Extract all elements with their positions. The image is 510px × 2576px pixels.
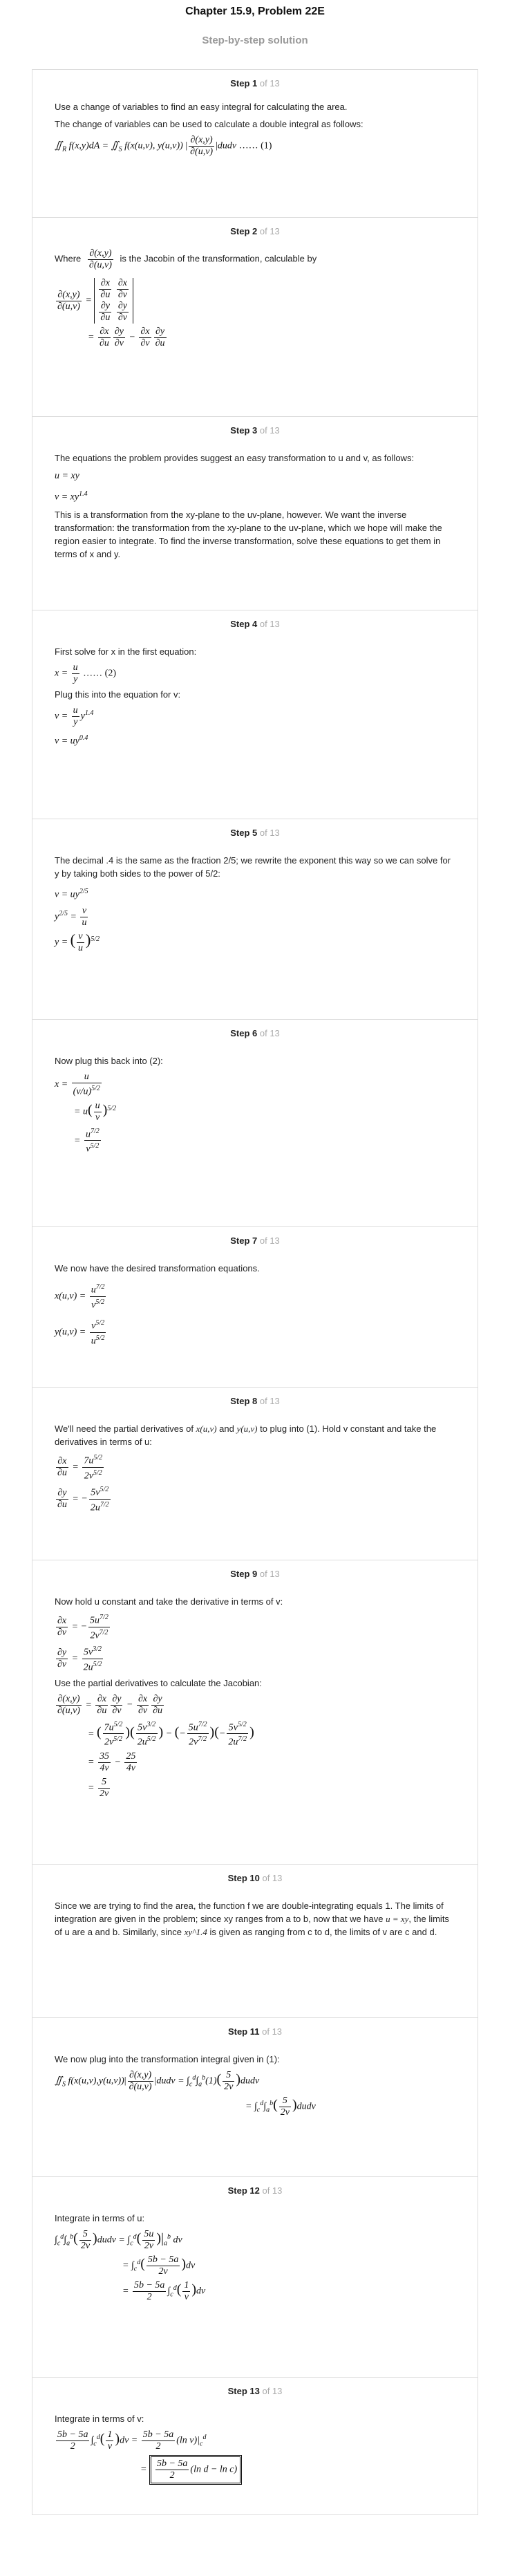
equation: x(u,v) = $\frac{u^{7/2}}{v^{5/2}}$ [55, 1283, 105, 1311]
equation: = $\frac{5b - 5a}{2}$ $\int_c^d$( $\frac{1}{v}$ )dv [122, 2280, 206, 2302]
step-13 [32, 2377, 478, 2515]
equation: $v = xy^{1.4}$ [55, 490, 88, 503]
equation: v = $\frac{u}{y}$ $y^{1.4}$ [55, 705, 94, 727]
step-header: Step 6 of 13 [230, 1028, 280, 1038]
step-text: Plug this into the equation for v: [55, 689, 181, 700]
equation: $∬_R$ $f(x,y)dA = ∬_S$ f(x(u,v), y(u,v)) | $\frac{\partial(x,y)}{\partial(u,v)}$ |dudv …… (1) [55, 135, 272, 157]
equation: $\frac{\partial x}{\partial u}$ = $\frac{7u^{5/2}}{2v^{5/2}}$ [57, 1454, 103, 1482]
step-header: Step 12 of 13 [227, 2185, 283, 2196]
equation: $\frac{\partial y}{\partial u}$ = − $\frac{5v^{5/2}}{2u^{7/2}}$ [57, 1486, 109, 1513]
equation: $y^{2/5}$ = $\frac{v}{u}$ [55, 905, 87, 928]
step-text: The change of variables can be used to calculate a double integral as follows: [55, 119, 363, 129]
step-8 [32, 1387, 478, 1560]
equation: x = $\frac{u}{(v/u)^{5/2}}$ [55, 1072, 100, 1097]
step-header: Step 11 of 13 [227, 2026, 283, 2037]
equation: = u( $\frac{u}{v}$ )$^{5/2}$ [74, 1100, 117, 1123]
equation: = $\frac{35}{4v}$ − $\frac{25}{4v}$ [88, 1751, 136, 1773]
step-2 [32, 217, 478, 416]
step-4 [32, 610, 478, 819]
step-text: We now plug into the transformation integral given in (1): [55, 2054, 280, 2064]
step-text: First solve for x in the first equation: [55, 646, 197, 657]
step-header: Step 4 of 13 [230, 619, 280, 629]
equation: = $\frac{5}{2v}$ [88, 1776, 109, 1799]
step-12 [32, 2176, 478, 2377]
equation: $v = uy^{2/5}$ [55, 888, 88, 900]
step-header: Step 8 of 13 [230, 1396, 280, 1406]
equation: x = $\frac{u}{y}$ …… (2) [55, 662, 116, 684]
equation: y = ( $\frac{v}{u}$ )$^{5/2}$ [55, 931, 100, 953]
step-6 [32, 1019, 478, 1226]
equation: $\int_c^d\int_a^b$( $\frac{5}{2v}$ )dudv = $\int_c^d$( $\frac{5u}{2v}$ )$|_a^b$ dv [55, 2229, 182, 2251]
equation: $\frac{\partial(x,y)}{\partial(u,v)}$ = $\frac{\partial x}{\partial u}$ $\frac{\partial x}{\partial v}$ $\frac{\partial y}{\partial u}$ $\frac{\partial y}{\partial v}$ [55, 278, 455, 324]
step-header: Step 3 of 13 [230, 425, 280, 436]
page-title: Chapter 15.9, Problem 22E [185, 6, 325, 17]
step-header: Step 5 of 13 [230, 828, 280, 838]
step-text: Use a change of variables to find an easy integral for calculating the area. [55, 102, 348, 112]
step-text: Since we are trying to find the area, the function f we are double-integrating equals 1. The limits of integration are given in the problem; since xy ranges from a to b, now that we have u = xy, the limits of u are a and b. Similarly, since xy^1.4 is given as ranging from c to d, the limits of v are c and d. [55, 1901, 449, 1937]
steps-list [32, 69, 478, 2515]
equation: $v = uy^{0.4}$ [55, 734, 88, 747]
step-text: Use the partial derivatives to calculate the Jacobian: [55, 1677, 262, 1688]
step-text: The equations the problem provides suggest an easy transformation to u and v, as follows: [55, 453, 415, 463]
step-1 [32, 69, 478, 217]
final-answer: = $\frac{5b - 5a}{2}$ (ln d − ln c) [55, 2455, 455, 2485]
equation: $\frac{\partial y}{\partial v}$ = $\frac{5v^{3/2}}{2u^{5/2}}$ [57, 1645, 102, 1673]
step-text: Now hold u constant and take the derivative in terms of v: [55, 1596, 283, 1607]
equation: $\frac{\partial x}{\partial v}$ = − $\frac{5u^{7/2}}{2v^{7/2}}$ [57, 1614, 108, 1641]
page-subtitle: Step-by-step solution [202, 35, 308, 46]
step-text: The decimal .4 is the same as the fraction 2/5; we rewrite the exponent this way so we can solve for y by taking both sides to the power of 5/2: [55, 855, 451, 879]
step-header: Step 13 of 13 [227, 2386, 283, 2396]
step-9 [32, 1560, 478, 1864]
step-header: Step 1 of 13 [230, 78, 280, 88]
equation: $\frac{5b - 5a}{2}$ $\int_c^d$( $\frac{1}{v}$ )dv = $\frac{5b - 5a}{2}$ (ln $v)|_c^d$ [57, 2429, 207, 2452]
step-text: This is a transformation from the xy-plane to the uv-plane, however. We want the inverse transformation: the transformation from the xy-plane to the uv-plane, which we hope will make the region easier to integrate. To find the inverse transformation, solve these equations to get them in terms of x and y. [55, 509, 442, 559]
step-5 [32, 819, 478, 1019]
step-header: Step 2 of 13 [230, 226, 280, 236]
step-11 [32, 2017, 478, 2176]
step-header: Step 10 of 13 [227, 1873, 283, 1883]
equation: = $\frac{u^{7/2}}{v^{5/2}}$ [74, 1127, 100, 1155]
step-7 [32, 1226, 478, 1387]
step-text: Integrate in terms of u: [55, 2213, 145, 2223]
step-10 [32, 1864, 478, 2017]
equation: $\frac{\partial(x,y)}{\partial(u,v)}$ = $\frac{\partial x}{\partial u}$ $\frac{\partial y}{\partial v}$ − $\frac{\partial x}{\partial v}$ $\frac{\partial y}{\partial u}$ [57, 1693, 162, 1716]
step-3 [32, 416, 478, 610]
equation: $∬_S$ f(x(u,v),y(u,v))| $\frac{\partial(x,y)}{\partial(u,v)}$ |dudv = $\int_c^d\int_a^b(1)$( $\frac{5}{2v}$ )dudv [55, 2070, 260, 2092]
equation: y(u,v) = $\frac{v^{5/2}}{u^{5/2}}$ [55, 1319, 105, 1347]
step-text: Now plug this back into (2): [55, 1056, 163, 1066]
equation: = $\frac{\partial x}{\partial u}$ $\frac{\partial y}{\partial v}$ − $\frac{\partial x}{\partial v}$ $\frac{\partial y}{\partial u}$ [88, 326, 165, 348]
step-header: Step 9 of 13 [230, 1569, 280, 1579]
step-text: Integrate in terms of v: [55, 2414, 144, 2424]
equation: u = xy [55, 471, 79, 481]
step-text: We now have the desired transformation equations. [55, 1263, 260, 1273]
equation: = $\int_c^d$( $\frac{5b - 5a}{2v}$ )dv [122, 2255, 196, 2277]
step-text: We'll need the partial derivatives of x(u,v) and y(u,v) to plug into (1). Hold v constant and take the derivatives in terms of u: [55, 1424, 437, 1447]
equation: = ( $\frac{7u^{5/2}}{2v^{5/2}}$ )( $\frac{5v^{3/2}}{2u^{5/2}}$ ) − (− $\frac{5u^{7/2}}{2v^{7/2}}$ )(− $\frac{5v^{5/2}}{2u^{7/2}}$ ) [88, 1720, 254, 1748]
equation: = $\int_c^d\int_a^b$( $\frac{5}{2v}$ )dudv [245, 2096, 316, 2118]
step-header: Step 7 of 13 [230, 1235, 280, 1246]
step-text: Where $\frac{\partial(x,y)}{\partial(u,v)}$ is the Jacobin of the transformation, calculable by [55, 248, 317, 270]
